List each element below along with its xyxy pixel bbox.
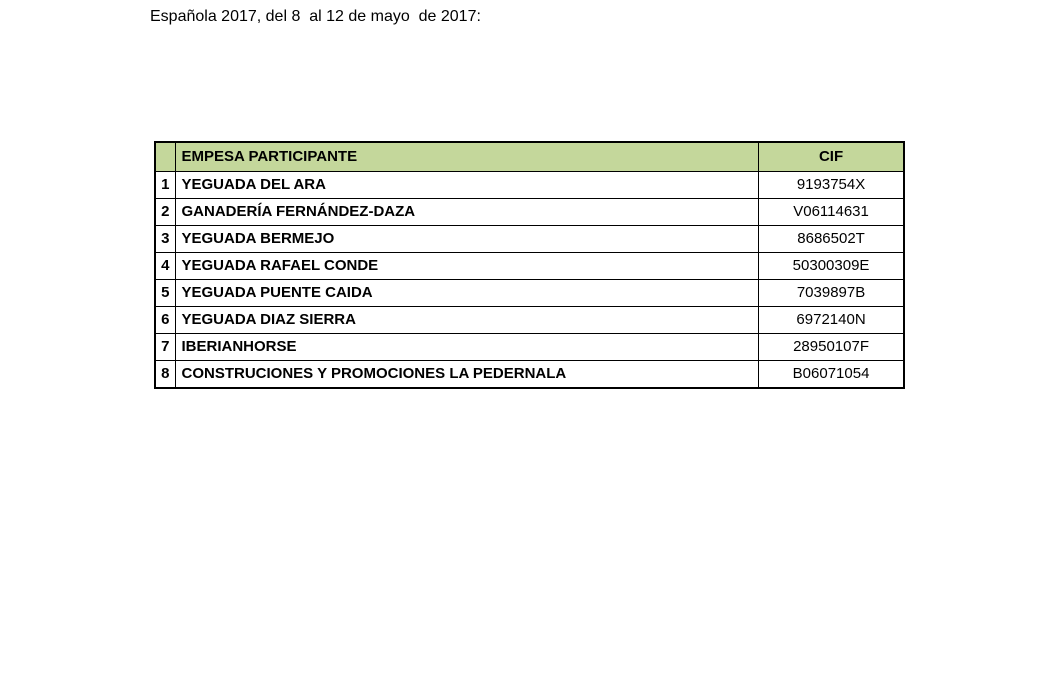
company-cif: 6972140N <box>759 307 904 334</box>
company-cif: 7039897B <box>759 280 904 307</box>
table-row <box>155 361 904 389</box>
participants-table <box>154 141 905 389</box>
company-name: GANADERÍA FERNÁNDEZ-DAZA <box>175 199 759 226</box>
table-row <box>155 307 904 334</box>
company-cif: 50300309E <box>759 253 904 280</box>
row-number: 8 <box>155 361 175 389</box>
row-number: 2 <box>155 199 175 226</box>
table-row <box>155 172 904 199</box>
header-company: EMPESA PARTICIPANTE <box>175 142 759 172</box>
company-cif: B06071054 <box>759 361 904 389</box>
company-name: IBERIANHORSE <box>175 334 759 361</box>
company-name: YEGUADA BERMEJO <box>175 226 759 253</box>
row-number: 5 <box>155 280 175 307</box>
company-cif: V06114631 <box>759 199 904 226</box>
table-header <box>155 142 904 172</box>
company-name: CONSTRUCIONES Y PROMOCIONES LA PEDERNALA <box>175 361 759 389</box>
company-cif: 8686502T <box>759 226 904 253</box>
company-name: YEGUADA PUENTE CAIDA <box>175 280 759 307</box>
company-name: YEGUADA DEL ARA <box>175 172 759 199</box>
row-number: 1 <box>155 172 175 199</box>
header-cif: CIF <box>759 142 904 172</box>
row-number: 6 <box>155 307 175 334</box>
table-row <box>155 334 904 361</box>
company-name: YEGUADA RAFAEL CONDE <box>175 253 759 280</box>
table-row <box>155 253 904 280</box>
row-number: 3 <box>155 226 175 253</box>
company-name: YEGUADA DIAZ SIERRA <box>175 307 759 334</box>
header-number <box>155 142 175 172</box>
row-number: 4 <box>155 253 175 280</box>
header-row <box>155 142 904 172</box>
table-row <box>155 226 904 253</box>
table-body <box>155 172 904 389</box>
intro-text: Española 2017, del 8 al 12 de mayo de 2017: <box>150 8 481 25</box>
company-cif: 9193754X <box>759 172 904 199</box>
row-number: 7 <box>155 334 175 361</box>
company-cif: 28950107F <box>759 334 904 361</box>
table-row <box>155 199 904 226</box>
table-row <box>155 280 904 307</box>
